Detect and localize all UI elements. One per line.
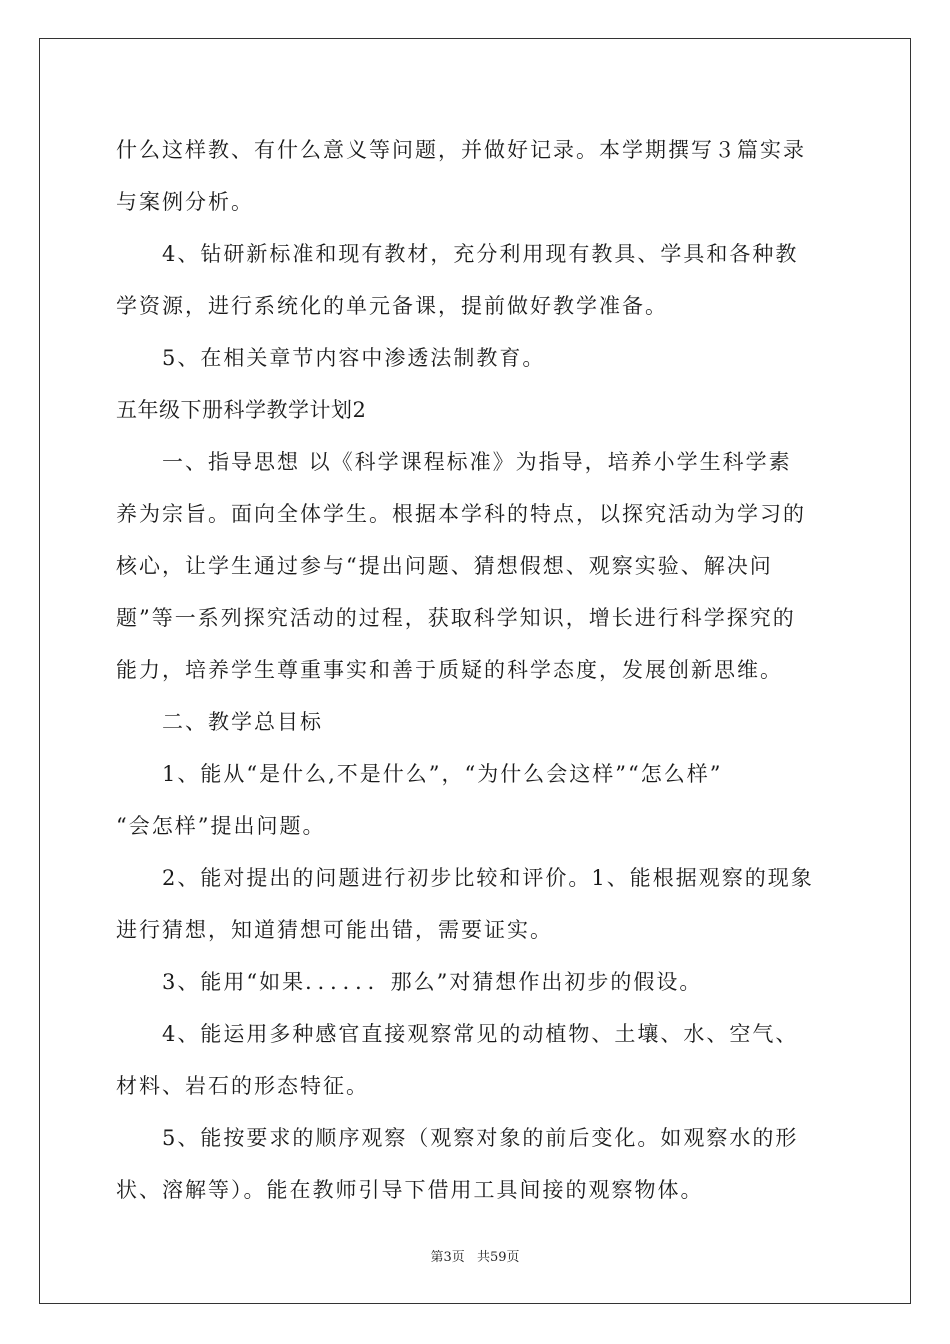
text-line: 养为宗旨。面向全体学生。根据本学科的特点，以探究活动为学习的 <box>116 502 806 526</box>
text-line: “会怎样”提出问题。 <box>116 814 326 838</box>
page-footer <box>0 1246 950 1265</box>
text-line: 一、指导思想 以《科学课程标准》为指导，培养小学生科学素 <box>162 450 792 474</box>
text-line: 进行猜想，知道猜想可能出错，需要证实。 <box>116 918 553 942</box>
text-line: 题”等一系列探究活动的过程，获取科学知识，增长进行科学探究的 <box>116 606 796 630</box>
text-line: 2、能对提出的问题进行初步比较和评价。1、能根据观察的现象 <box>162 866 814 890</box>
text-line: 材料、岩石的形态特征。 <box>116 1074 369 1098</box>
document-body <box>116 124 836 1216</box>
text-line: 5、在相关章节内容中渗透法制教育。 <box>162 346 546 370</box>
text-line: 3、能用“如果．．．．．．那么”对猜想作出初步的假设。 <box>162 970 703 994</box>
text-line: 二、教学总目标 <box>162 710 323 734</box>
text-line: 什么这样教、有什么意义等问题，并做好记录。本学期撰写３篇实录 <box>116 138 806 162</box>
text-line: 4、能运用多种感官直接观察常见的动植物、土壤、水、空气、 <box>162 1022 799 1046</box>
text-line: 5、能按要求的顺序观察（观察对象的前后变化。如观察水的形 <box>162 1126 799 1150</box>
text-line: 能力，培养学生尊重事实和善于质疑的科学态度，发展创新思维。 <box>116 658 783 682</box>
text-line: 4、钻研新标准和现有教材，充分利用现有教具、学具和各种教 <box>162 242 799 266</box>
text-line: 核心，让学生通过参与“提出问题、猜想假想、观察实验、解决问 <box>116 554 773 578</box>
section-heading: 五年级下册科学教学计划2 <box>116 398 367 422</box>
total-pages: 共59页 <box>476 1250 520 1265</box>
page-number: 第3页 <box>430 1250 465 1265</box>
text-line: 学资源，进行系统化的单元备课，提前做好教学准备。 <box>116 294 668 318</box>
text-line: 状、溶解等）。能在教师引导下借用工具间接的观察物体。 <box>116 1178 704 1202</box>
text-line: 与案例分析。 <box>116 190 254 214</box>
text-line: 1、能从“是什么,不是什么”，“为什么会这样”“怎么样” <box>162 762 723 786</box>
